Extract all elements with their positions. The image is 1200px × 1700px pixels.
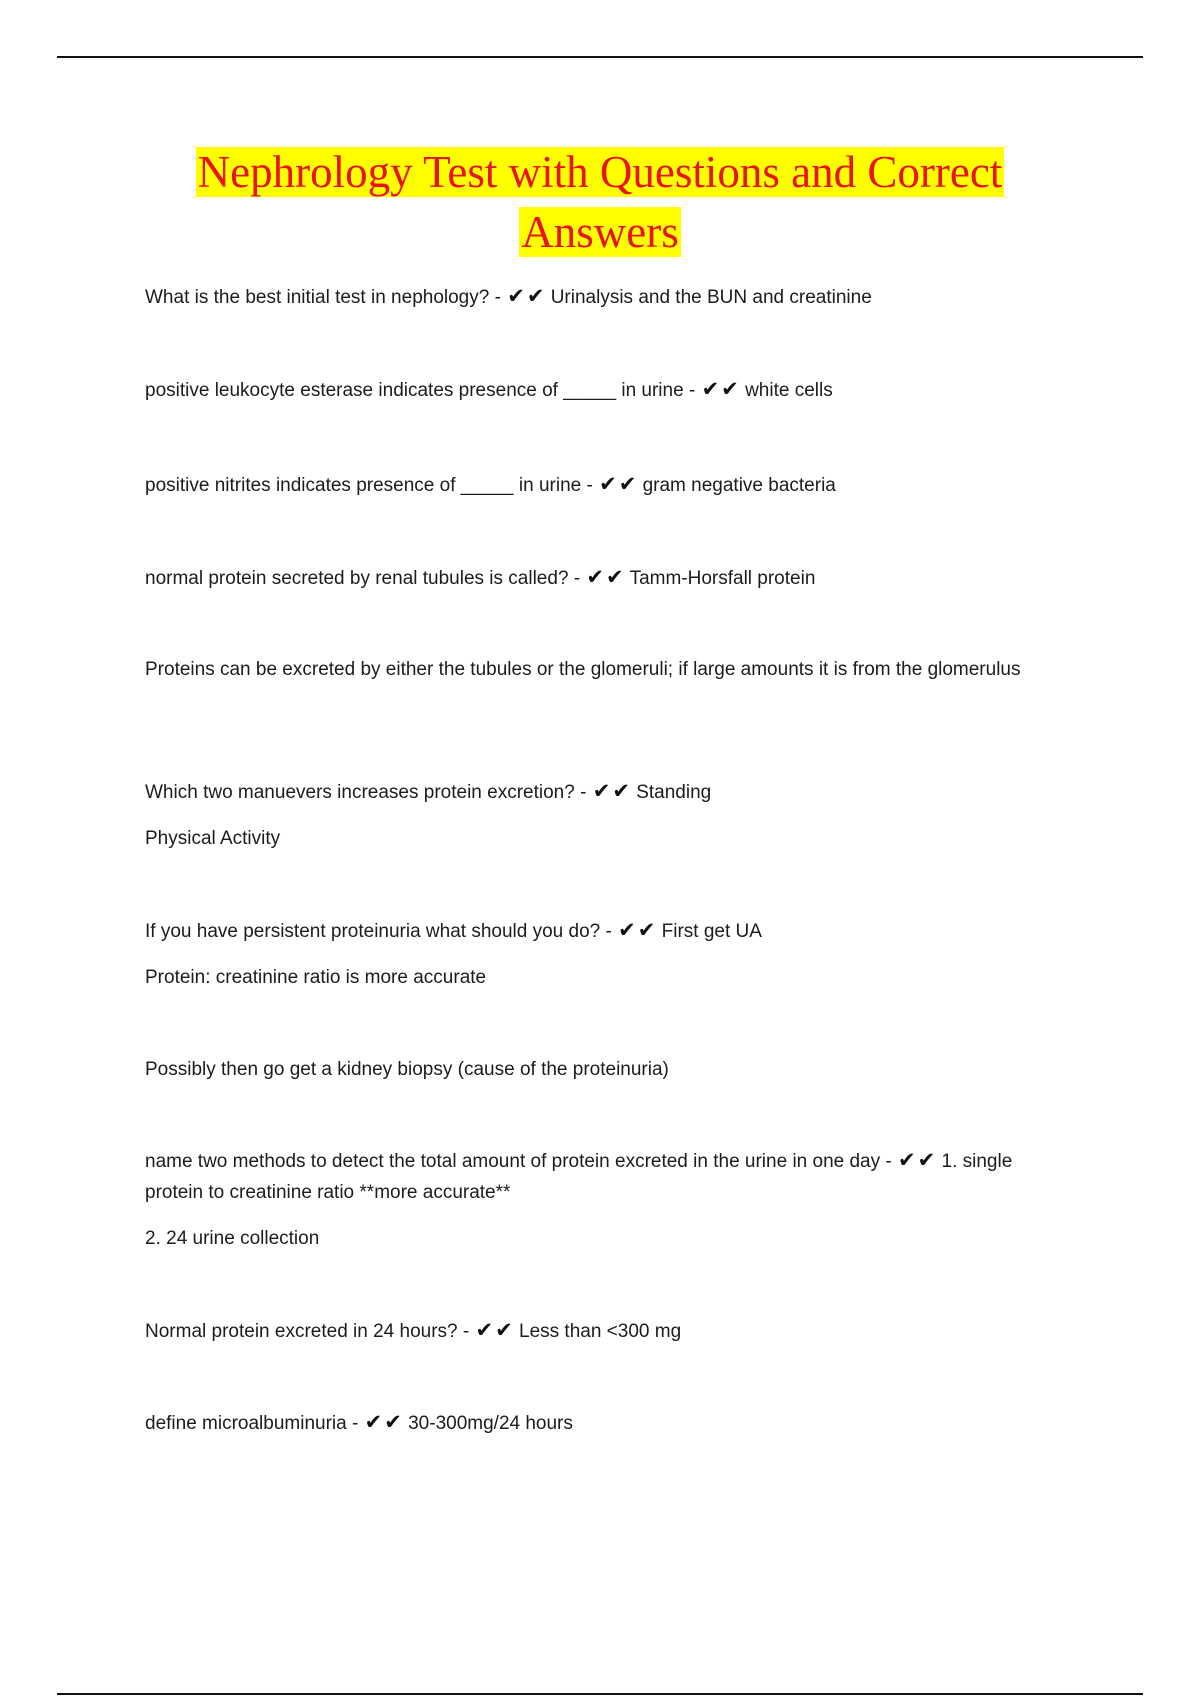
check-icon: ✔ (917, 1148, 936, 1172)
question-text: positive leukocyte esterase indicates presence of _____ in urine - (145, 380, 696, 401)
qa-item-8 (145, 1316, 1045, 1347)
statement-item-2 (145, 1054, 1045, 1085)
answer-continuation: Physical Activity (145, 828, 281, 849)
question-text: positive nitrites indicates presence of _____ in urine - (145, 475, 593, 496)
check-icon: ✔ (526, 284, 545, 308)
qa-item-6 (145, 916, 1045, 993)
check-icon: ✔ (898, 1148, 916, 1172)
qa-item-9 (145, 1408, 1045, 1439)
qa-item-5 (145, 777, 1045, 854)
check-icon: ✔ (384, 1410, 402, 1434)
top-rule (57, 56, 1143, 58)
answer-text: Tamm-Horsfall protein (629, 568, 816, 589)
check-icon: ✔ (507, 284, 525, 308)
answer-continuation: Protein: creatinine ratio is more accurate (145, 967, 487, 988)
answer-text: 30-300mg/24 hours (408, 1413, 573, 1434)
check-icon: ✔ (637, 918, 656, 942)
answer-text: Standing (636, 782, 712, 803)
qa-item-3 (145, 470, 1045, 501)
check-icon: ✔ (475, 1318, 494, 1342)
qa-item-4 (145, 563, 1045, 594)
bottom-rule (57, 1693, 1143, 1695)
question-text: normal protein secreted by renal tubules is called? - (145, 568, 581, 589)
question-text: define microalbuminuria - (145, 1413, 359, 1434)
answer-text: Urinalysis and the BUN and creatinine (550, 287, 872, 308)
question-text: Which two manuevers increases protein excretion? - (145, 782, 587, 803)
check-icon: ✔ (721, 377, 739, 401)
answer-text: First get UA (661, 921, 762, 942)
check-icon: ✔ (618, 918, 636, 942)
statement-item-1 (145, 654, 1045, 685)
question-text: What is the best initial test in nephology? - (145, 287, 501, 308)
answer-text: 1. single protein to creatinine ratio **more accurate** (145, 1151, 1013, 1203)
qa-item-2 (145, 375, 1045, 406)
check-icon: ✔ (618, 472, 637, 496)
check-icon: ✔ (599, 472, 617, 496)
check-icon: ✔ (612, 779, 630, 803)
question-text: Normal protein excreted in 24 hours? - (145, 1321, 470, 1342)
check-icon: ✔ (586, 565, 605, 589)
title-line-1: Nephrology Test with Questions and Correct (197, 147, 1003, 197)
check-icon: ✔ (495, 1318, 513, 1342)
answer-continuation: 2. 24 urine collection (145, 1228, 320, 1249)
check-icon: ✔ (701, 377, 720, 401)
answer-text: white cells (745, 380, 833, 401)
answer-text: Less than <300 mg (519, 1321, 682, 1342)
question-text: If you have persistent proteinuria what should you do? - (145, 921, 612, 942)
check-icon: ✔ (592, 779, 611, 803)
question-text: name two methods to detect the total amount of protein excreted in the urine in one day - (145, 1151, 892, 1172)
title-line-2: Answers (521, 207, 679, 257)
qa-item-1 (145, 282, 1045, 313)
statement-text: Proteins can be excreted by either the tubules or the glomeruli; if large amounts it is from the glomerulus (145, 659, 1021, 680)
qa-item-7 (145, 1146, 1045, 1254)
statement-text: Possibly then go get a kidney biopsy (cause of the proteinuria) (145, 1059, 669, 1080)
answer-text: gram negative bacteria (642, 475, 836, 496)
check-icon: ✔ (364, 1410, 383, 1434)
check-icon: ✔ (606, 565, 624, 589)
page-title (0, 142, 1200, 262)
